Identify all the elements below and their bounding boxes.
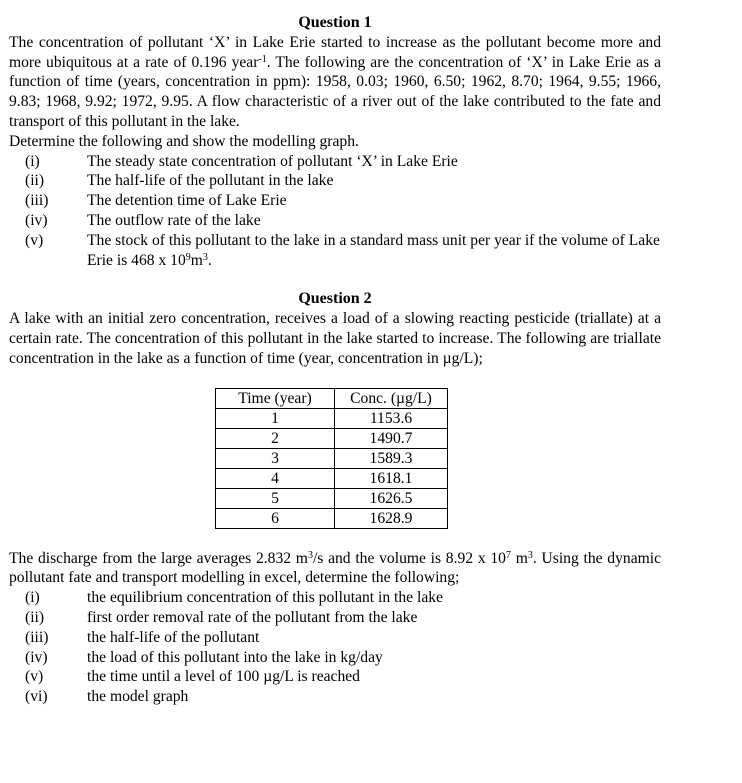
list-item [9, 667, 661, 687]
discharge-text-b: /s and the volume is 8.92 x 10 [312, 549, 506, 567]
item-text: the load of this pollutant into the lake in kg/day [87, 648, 383, 666]
list-item [9, 211, 661, 231]
time-cell: 1 [216, 408, 335, 428]
item-number: (iv) [25, 211, 48, 229]
conc-column-header: Conc. (µg/L) [335, 388, 448, 408]
discharge-text-a: The discharge from the large averages 2.832 m [9, 549, 308, 567]
list-item [9, 648, 661, 668]
list-item [9, 628, 661, 648]
table-header-row [216, 388, 448, 408]
item-text: the equilibrium concentration of this pollutant in the lake [87, 589, 443, 607]
conc-cell: 1628.9 [335, 508, 448, 528]
cubic-exponent: 3 [527, 549, 533, 561]
conc-cell: 1589.3 [335, 448, 448, 468]
item-text: the model graph [87, 688, 189, 706]
list-item [9, 588, 661, 608]
item-number: (i) [25, 589, 40, 607]
time-cell: 2 [216, 428, 335, 448]
table-row [216, 448, 448, 468]
item-text: The outflow rate of the lake [87, 211, 261, 229]
conc-cell: 1626.5 [335, 488, 448, 508]
conc-cell: 1618.1 [335, 468, 448, 488]
item-number: (i) [25, 152, 40, 170]
discharge-text-d: . Using the dynamic pollutant fate and transport modelling in excel, determine the following; [9, 549, 661, 587]
time-cell: 6 [216, 508, 335, 528]
concentration-table [215, 388, 448, 529]
item-number: (ii) [25, 172, 45, 190]
table-row [216, 408, 448, 428]
time-cell: 4 [216, 468, 335, 488]
table-row [216, 428, 448, 448]
item-text: the half-life of the pollutant [87, 628, 260, 646]
time-cell: 3 [216, 448, 335, 468]
volume-unit: m [190, 251, 203, 269]
table-row [216, 468, 448, 488]
cubic-exponent: 3 [202, 251, 208, 263]
volume-exponent: 7 [505, 549, 511, 561]
item-text: The half-life of the pollutant in the lake [87, 172, 334, 190]
item-text: The detention time of Lake Erie [87, 192, 287, 210]
item-text: The steady state concentration of pollutant ‘X’ in Lake Erie [87, 152, 458, 170]
list-item [9, 608, 661, 628]
question-1-intro [9, 33, 661, 132]
question-2-discharge [9, 549, 661, 589]
discharge-exponent: 3 [307, 549, 313, 561]
list-item [9, 191, 661, 211]
document-page [9, 13, 661, 707]
volume-exponent: 9 [185, 251, 191, 263]
list-item [9, 171, 661, 191]
item-number: (vi) [25, 688, 48, 706]
item-text-a: The stock of this pollutant to the lake in a standard mass unit per year if the volume of Lake Erie is 468 x 10 [87, 231, 660, 269]
item-text: first order removal rate of the pollutant from the lake [87, 608, 418, 626]
item-number: (iii) [25, 628, 49, 646]
item-text-end: . [207, 251, 212, 269]
question-1-title: Question 1 [298, 14, 372, 31]
table-row [216, 488, 448, 508]
item-number: (v) [25, 668, 44, 686]
question-1-list [9, 152, 661, 271]
list-item [9, 152, 661, 172]
table-row [216, 508, 448, 528]
discharge-text-c: m [510, 549, 528, 567]
item-number: (iii) [25, 192, 49, 210]
conc-cell: 1153.6 [335, 408, 448, 428]
list-item [9, 231, 661, 271]
time-column-header: Time (year) [216, 388, 335, 408]
item-text: the time until a level of 100 µg/L is reached [87, 668, 360, 686]
rate-unit-exponent: -1 [258, 53, 267, 65]
time-cell: 5 [216, 488, 335, 508]
question-2-list [9, 588, 661, 707]
question-1-intro-text-a: The concentration of pollutant ‘X’ in Lake Erie started to increase as the pollutant become more and more ubiquitous at a rate of 0.196 year [9, 33, 661, 71]
question-2-intro: A lake with an initial zero concentration, receives a load of a slowing reacting pesticide (triallate) at a certain rate. The concentration of this pollutant in the lake started to increase. The following are triallate concentration in the lake as a function of time (year, concentration in µg/L); [9, 310, 661, 367]
question-1-instruction: Determine the following and show the modelling graph. [9, 132, 359, 150]
item-number: (iv) [25, 648, 48, 666]
item-text [87, 231, 661, 271]
item-number: (v) [25, 231, 44, 249]
conc-cell: 1490.7 [335, 428, 448, 448]
list-item [9, 687, 661, 707]
question-1-intro-text-b: . The following are the concentration of ‘X’ in Lake Erie as a function of time (years, concentration in ppm): 1958, 0.03; 1960, 6.50; 1962, 8.70; 1964, 9.55; 1966, 9.83; 1968, 9.92; 1972, 9.95. A flow characteristic of a river out of the lake contributed to the fate and transport of this pollutant in the lake. [9, 53, 661, 130]
item-number: (ii) [25, 608, 45, 626]
question-2-title: Question 2 [298, 290, 372, 308]
